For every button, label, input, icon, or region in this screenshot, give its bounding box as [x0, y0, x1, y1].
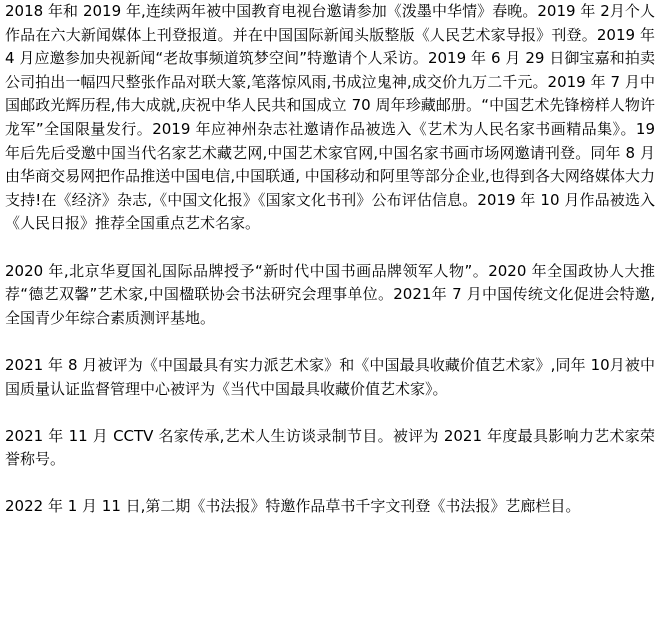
- paragraph-2018-2019-achievements: 2018 年和 2019 年,连续两年被中国教育电视台邀请参加《泼墨中华情》春晚。2019 年 2月个人作品在六大新闻媒体上刊登报道。并在中国国际新闻头版整版《人民艺术家导报》刊登。2019 年 4 月应邀参加央视新闻“老故事频道筑梦空间”特邀请个人采访。2019 年 6 月 29 日御宝嘉和拍卖公司拍出一幅四尺整张作品对联大篆,笔落惊风雨,书成泣鬼神,成交价九万二千元。2019 年 7 月中国邮政光辉历程,伟大成就,庆祝中华人民共和国成立 70 周年珍藏邮册。“中国艺术先锋榜样人物许龙军”全国限量发行。2019 年应神州杂志社邀请作品被选入《艺术为人民名家书画精品集》。19 年后先后受邀中国当代名家艺术藏艺网,中国艺术家官网,中国名家书画市场网邀请刊登。同年 8 月由华商交易网把作品推送中国电信,中国联通, 中国移动和阿里等部分企业,也得到各大网络媒体大力支持!在《经济》杂志,《中国文化报》《国家文化书刊》公布评估信息。2019 年 10 月作品被选入《人民日报》推荐全国重点艺术名家。: [5, 2, 655, 233]
- paragraph-2020-2021-honors: 2020 年,北京华夏国礼国际品牌授予“新时代中国书画品牌领军人物”。2020 年全国政协人大推荐“德艺双馨”艺术家,中国楹联协会书法研究会理事单位。2021年 7 月中国传统文化促进会特邀,全国青少年综合素质测评基地。: [5, 261, 655, 327]
- paragraph-2021-august-awards: 2021 年 8 月被评为《中国最具有实力派艺术家》和《中国最具收藏价值艺术家》,同年 10月被中国质量认证监督管理中心被评为《当代中国最具收藏价值艺术家》。: [5, 355, 655, 398]
- paragraph-2021-november-cctv: 2021 年 11 月 CCTV 名家传承,艺术人生访谈录制节目。被评为 2021 年度最具影响力艺术家荣誉称号。: [5, 426, 655, 469]
- paragraph-2022-calligraphy-news: 2022 年 1 月 11 日,第二期《书法报》特邀作品草书千字文刊登《书法报》艺廊栏目。: [5, 497, 581, 516]
